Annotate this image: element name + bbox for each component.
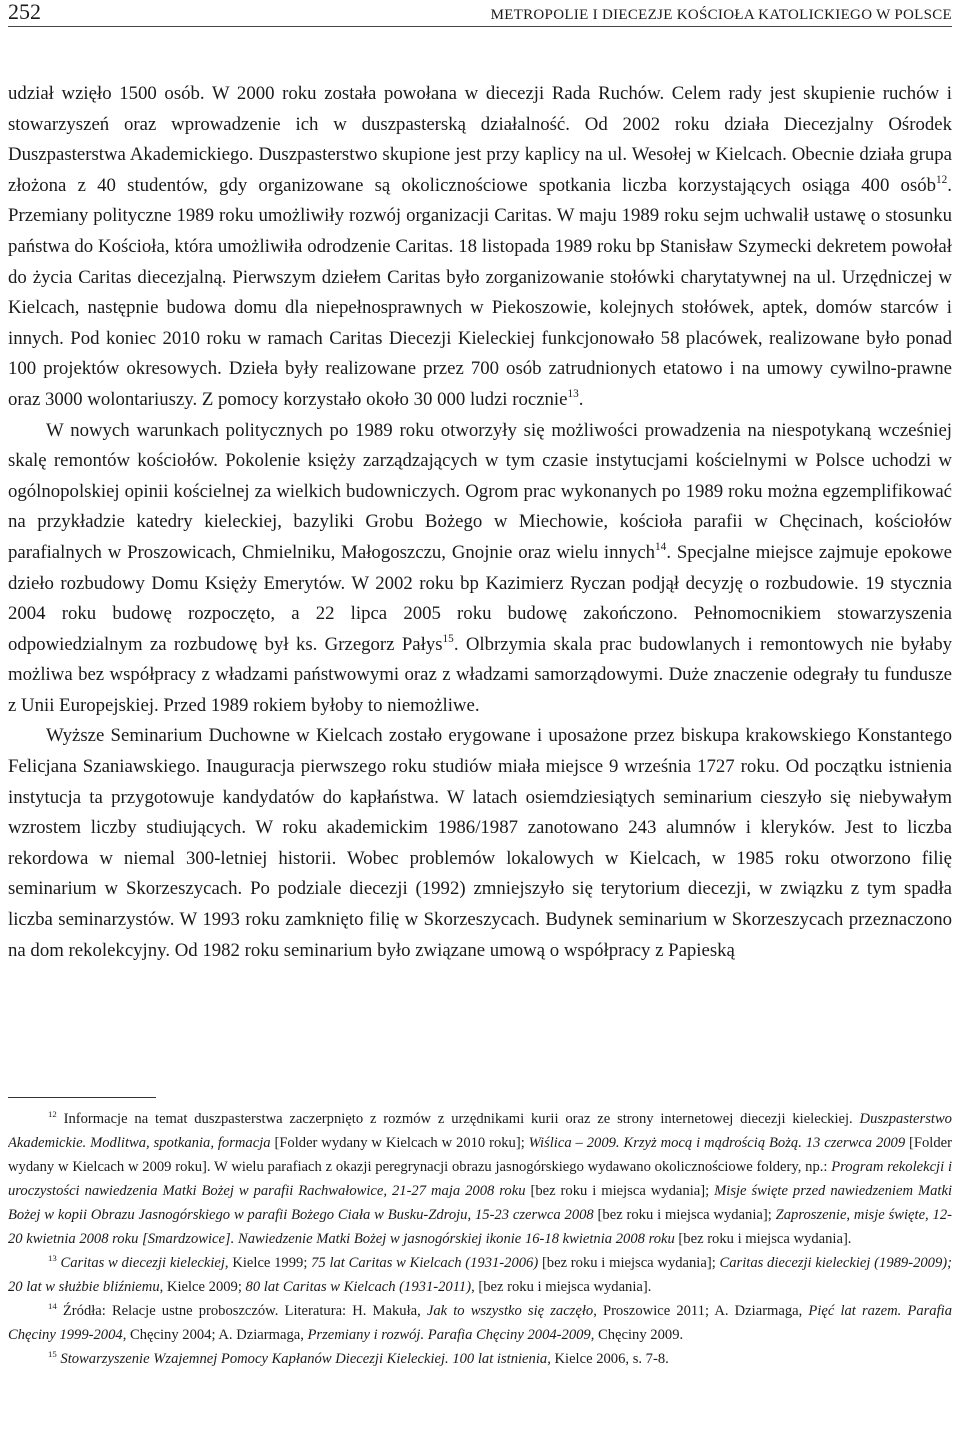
paragraph-1 <box>8 79 952 416</box>
footnote-ref-14[interactable]: 14 <box>655 541 667 554</box>
footnote-number: 14 <box>48 1300 57 1311</box>
footnote-15 <box>8 1347 952 1371</box>
footnote-separator <box>8 1097 156 1098</box>
paragraph-text: . Specjalne miejsce zajmuje epokowe dzieło rozbudowy Domu Księży Emerytów. W 2002 roku bp Kazimierz Ryczan podjął decyzję o rozbudowie. 19 stycznia 2004 roku budowę rozpoczęto, a 22 lipca 2005 roku budowę zakończono. Pełnomocnikiem stowarzyszenia odpowiedzialnym za rozbudowę był ks. Grzegorz Pałys <box>8 541 952 655</box>
footnote-title: Przemiany i rozwój. Parafia Chęciny 2004-2009 <box>307 1327 591 1343</box>
footnote-number: 13 <box>48 1252 57 1263</box>
footnote-title: 75 lat Caritas w Kielcach (1931-2006) <box>311 1255 539 1271</box>
footnote-title: Pięć lat razem. Parafia Chęciny 1999-2004 <box>8 1303 952 1343</box>
footnote-ref-13[interactable]: 13 <box>567 388 579 401</box>
footnote-segment: [bez roku i miejsca wydania]; <box>593 1207 776 1223</box>
footnote-text <box>8 1108 952 1247</box>
footnote-text <box>8 1300 952 1343</box>
footnote-14 <box>8 1299 952 1347</box>
paragraph-text: . Olbrzymia skala prac budowlanych i remontowych nie byłaby możliwa bez współpracy z władzami państwowymi oraz z władzami samorządowymi. Duże znaczenie odegrały tu fundusze z Unii Europejskiej. Przed 1989 rokiem byłoby to niemożliwe. <box>8 633 952 716</box>
footnote-segment: , [bez roku i miejsca wydania]. <box>471 1279 652 1295</box>
footnote-segment: , Chęciny 2009. <box>590 1327 684 1343</box>
footnotes <box>8 1107 952 1442</box>
footnote-title: Zaproszenie, misje święte, 12-20 kwietnia 2008 roku [Smardzowice]. Nawiedzenie Matki Bożej w jasnogórskiej ikonie 16-18 kwietnia 2008 roku <box>8 1207 952 1247</box>
paragraph-text: . Przemiany polityczne 1989 roku umożliwiły rozwój organizacji Caritas. W maju 1989 roku sejm uchwalił ustawę o stosunku państwa do Kościoła, która umożliwiła odrodzenie Caritas. 18 listopada 1989 roku bp Stanisław Szymecki dekretem powołał do życia Caritas diecezjalną. Pierwszym dziełem Caritas było zorganizowanie stołówki charytatywnej na ul. Urzędniczej w Kielcach, następnie budowa domu dla niepełnosprawnych w Piekoszowie, kolejnych stołówek, aptek, domów starców i innych. Pod koniec 2010 roku w ramach Caritas Diecezji Kieleckiej funkcjonowało 58 placówek, realizowane było ponad 100 projektów okresowych. Dzieła były realizowane przez 700 osób zatrudnionych etatowo i na umowy cywilno-prawne oraz 3000 wolontariuszy. Z pomocy korzystało około 30 000 ludzi rocznie <box>8 174 952 410</box>
footnote-number: 15 <box>48 1348 57 1359</box>
page-header <box>8 0 952 27</box>
paragraph-3 <box>8 721 952 966</box>
footnote-segment: Informacje na temat duszpasterstwa zaczerpnięto z rozmów z urzędnikami kurii oraz ze strony internetowej diecezji kieleckiej. <box>63 1111 860 1127</box>
footnote-segment: Źródła: Relacje ustne proboszczów. Literatura: H. Makuła, <box>62 1303 427 1319</box>
footnote-segment: [bez roku i miejsca wydania]; <box>538 1255 720 1271</box>
footnote-title: Stowarzyszenie Wzajemnej Pomocy Kapłanów Diecezji Kieleckiej. 100 lat istnienia <box>60 1351 548 1367</box>
footnote-text <box>60 1351 668 1367</box>
footnote-ref-12[interactable]: 12 <box>936 173 948 186</box>
paragraph-text: W nowych warunkach politycznych po 1989 roku otworzyły się możliwości prowadzenia na niespotykaną wcześniej skalę remontów kościołów. Pokolenie księży zarządzających w tym czasie instytucjami kościelnymi w Polsce uchodzi w ogólnopolskiej opinii kościelnej za wielkich budowniczych. Ogrom prac wykonanych po 1989 roku można egzemplifikować na przykładzie katedry kieleckiej, bazyliki Grobu Bożego w Miechowie, kościoła parafii w Chęcinach, kościołów parafialnych w Proszowicach, Chmielniku, Małogoszczu, Gnojnie oraz wielu innych <box>8 419 952 563</box>
footnote-13 <box>8 1251 952 1299</box>
footnote-number: 12 <box>48 1108 57 1119</box>
footnote-title: Misje święte przed nawiedzeniem Matki Bożej w kopii Obrazu Jasnogórskiego w parafii Bożego Ciała w Busku-Zdroju, 15-23 czerwca 2008 <box>8 1183 952 1223</box>
footnote-segment: [Folder wydany w Kielcach w 2009 roku]. W wielu parafiach z okazji peregrynacji obrazu jasnogórskiego wydawano okolicznościowe foldery, np.: <box>8 1135 952 1175</box>
footnote-12 <box>8 1107 952 1251</box>
paragraph-text: udział wzięło 1500 osób. W 2000 roku została powołana w diecezji Rada Ruchów. Celem rady jest skupienie ruchów i stowarzyszeń oraz wprowadzenie ich w duszpasterską działalność. Od 2002 roku działa Diecezjalny Ośrodek Duszpasterstwa Akademickiego. Duszpasterstwo skupione jest przy kaplicy na ul. Wesołej w Kielcach. Obecnie działa grupa złożona z 40 studentów, gdy organizowane są okolicznościowe spotkania liczba korzystających osiąga 400 osób <box>8 83 952 196</box>
footnote-title: 80 lat Caritas w Kielcach (1931-2011) <box>245 1279 472 1295</box>
footnote-title: Caritas w diecezji kieleckiej <box>60 1255 225 1271</box>
footnote-text <box>8 1252 952 1295</box>
footnote-ref-15[interactable]: 15 <box>442 632 454 645</box>
footnote-segment: , Kielce 2009; <box>159 1279 246 1295</box>
footnote-segment: , Chęciny 2004; A. Dziarmaga, <box>122 1327 308 1343</box>
footnote-segment: , Kielce 2006, s. 7-8. <box>547 1351 669 1367</box>
footnote-title: Wiślica – 2009. Krzyż mocą i mądrością Bożą. 13 czerwca 2009 <box>528 1135 906 1151</box>
running-head: METROPOLIE I DIECEZJE KOŚCIOŁA KATOLICKIEGO W POLSCE <box>490 7 952 23</box>
footnote-segment: [bez roku i miejsca wydania]; <box>525 1183 715 1199</box>
footnote-segment: [bez roku i miejsca wydania]. <box>674 1231 852 1247</box>
footnote-segment: , Proszowice 2011; A. Dziarmaga, <box>593 1303 809 1319</box>
footnote-title: Caritas diecezji kieleckiej (1989-2009); 20 lat w służbie bliźniemu <box>8 1255 952 1295</box>
footnote-title: Program rekolekcji i uroczystości nawiedzenia Matki Bożej w parafii Rachwałowice, 21-27 maja 2008 roku <box>8 1159 952 1199</box>
page-number: 252 <box>8 0 41 24</box>
footnote-segment: , Kielce 1999; <box>224 1255 312 1271</box>
paragraph-2 <box>8 416 952 722</box>
paragraph-text: . <box>578 388 584 410</box>
footnote-title: Jak to wszystko się zaczęło <box>426 1303 594 1319</box>
paragraph-text: Wyższe Seminarium Duchowne w Kielcach zostało erygowane i uposażone przez biskupa krakowskiego Konstantego Felicjana Szaniawskiego. Inauguracja pierwszego roku studiów miała miejsce 9 września 1727 roku. Od początku istnienia instytucja ta przygotowuje kandydatów do kapłaństwa. W latach osiemdziesiątych seminarium cieszyło się niebywałym wzrostem liczby studiujących. W roku akademickim 1986/1987 zanotowano 243 alumnów i kleryków. Jest to liczba rekordowa w niemal 300-letniej historii. Wobec problemów lokalowych w Kielcach, w 1985 roku otworzono filię seminarium w Skorzeszycach. Po podziale diecezji (1992) zmniejszyło się terytorium diecezji, w związku z tym spadła liczba seminarzystów. W 1993 roku zamknięto filię w Skorzeszycach. Budynek seminarium w Skorzeszycach przeznaczono na dom rekolekcyjny. Od 1982 roku seminarium było związane umową o współpracy z Papieską <box>8 725 952 961</box>
footnote-segment: [Folder wydany w Kielcach w 2010 roku]; <box>270 1135 529 1151</box>
footnote-title: Duszpasterstwo Akademickie. Modlitwa, spotkania, formacja <box>8 1111 952 1151</box>
